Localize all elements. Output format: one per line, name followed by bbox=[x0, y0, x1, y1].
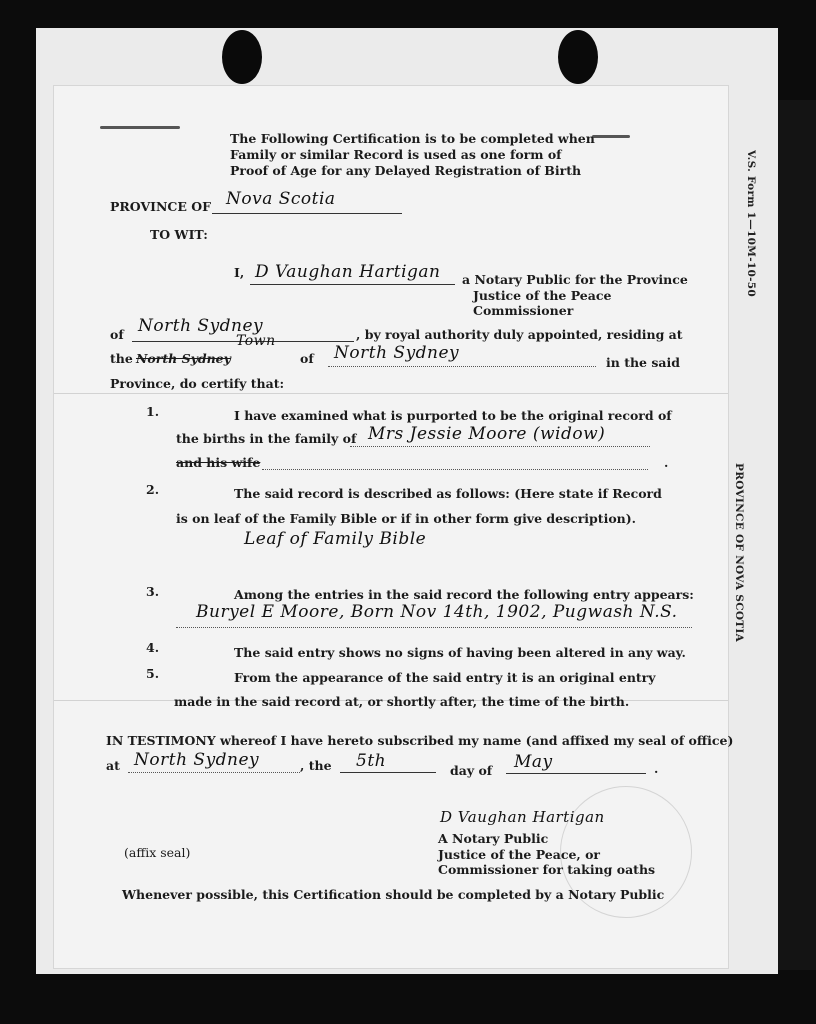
at-dotted-line bbox=[128, 772, 300, 773]
at-value: North Sydney bbox=[134, 750, 260, 770]
header-line: The Following Certification is to be completed when bbox=[230, 131, 595, 146]
appointed-text: , by royal authority duly appointed, residing at bbox=[356, 327, 683, 342]
header-line: Family or similar Record is used as one form of bbox=[230, 147, 562, 162]
province-underline bbox=[212, 213, 402, 214]
tape-mark bbox=[592, 135, 630, 138]
binder-hole-right bbox=[558, 30, 598, 84]
item-text: From the appearance of the said entry it is an original entry bbox=[234, 670, 656, 685]
struck-residence: North Sydney bbox=[136, 351, 231, 366]
item-text: Among the entries in the said record the following entry appears: bbox=[234, 587, 694, 602]
item-number: 1. bbox=[146, 404, 160, 419]
date-period: . bbox=[654, 761, 659, 776]
inserted-residence-type: Town bbox=[236, 333, 276, 349]
item-text: the births in the family of bbox=[176, 431, 357, 446]
role-line: a Notary Public for the Province bbox=[462, 272, 688, 287]
binder-hole-left bbox=[222, 30, 262, 84]
signer-title: A Notary Public bbox=[438, 831, 549, 846]
form-number: V.S. Form 1—10M-10-50 bbox=[745, 150, 757, 297]
to-wit-label: TO WIT: bbox=[150, 227, 208, 242]
period: . bbox=[664, 455, 669, 470]
item-text: The said entry shows no signs of having been altered in any way. bbox=[234, 645, 686, 660]
header-line: Proof of Age for any Delayed Registration of Birth bbox=[230, 163, 582, 178]
side-title: PROVINCE OF NOVA SCOTIA bbox=[733, 463, 745, 643]
certify-text: Province, do certify that: bbox=[110, 376, 285, 391]
residence-value: North Sydney bbox=[334, 343, 460, 363]
province-value: Nova Scotia bbox=[226, 189, 336, 209]
notary-name: D Vaughan Hartigan bbox=[255, 262, 441, 282]
of-label-2: of bbox=[300, 351, 314, 366]
month-value: May bbox=[514, 752, 553, 772]
item-text: I have examined what is purported to be the original record of bbox=[234, 408, 672, 423]
province-label: PROVINCE OF bbox=[110, 199, 212, 214]
family-dotted-line bbox=[350, 446, 650, 447]
record-description-value: Leaf of Family Bible bbox=[244, 529, 427, 549]
the-day-label: , the bbox=[300, 758, 332, 773]
item-text: The said record is described as follows: (Here state if Record bbox=[234, 486, 662, 501]
entry-dotted-line bbox=[176, 627, 692, 628]
family-dotted-line-2 bbox=[262, 469, 648, 470]
day-of-label: day of bbox=[450, 763, 493, 778]
day-value: 5th bbox=[356, 751, 387, 771]
residence-dotted-line bbox=[328, 366, 596, 367]
month-underline bbox=[506, 773, 646, 774]
background-strip bbox=[778, 100, 816, 970]
footer-note: Whenever possible, this Certification should be completed by a Notary Public bbox=[122, 887, 665, 902]
item-text: made in the said record at, or shortly after, the time of the birth. bbox=[174, 694, 630, 709]
signer-title: Justice of the Peace, or bbox=[438, 847, 601, 862]
signer-title: Commissioner for taking oaths bbox=[438, 862, 656, 877]
testimony-line: IN TESTIMONY whereof I have hereto subscribed my name (and affixed my seal of office) bbox=[106, 733, 734, 748]
in-the-said: in the said bbox=[606, 355, 680, 370]
item-text: is on leaf of the Family Bible or if in other form give description). bbox=[176, 511, 637, 526]
the-label: the bbox=[110, 351, 133, 366]
item-number: 5. bbox=[146, 666, 160, 681]
struck-text: and his wife bbox=[176, 455, 261, 470]
role-line: Commissioner bbox=[473, 303, 574, 318]
role-line: Justice of the Peace bbox=[473, 288, 612, 303]
tape-mark bbox=[100, 126, 180, 129]
affix-seal-label: (affix seal) bbox=[124, 845, 191, 860]
of-value: North Sydney bbox=[138, 316, 264, 336]
family-value: Mrs Jessie Moore (widow) bbox=[368, 424, 606, 444]
of-label: of bbox=[110, 327, 124, 342]
item-number: 2. bbox=[146, 482, 160, 497]
i-label: I, bbox=[234, 265, 245, 280]
day-underline bbox=[340, 772, 436, 773]
name-underline bbox=[250, 284, 455, 285]
item-number: 4. bbox=[146, 640, 160, 655]
entry-value: Buryel E Moore, Born Nov 14th, 1902, Pugwash N.S. bbox=[196, 602, 678, 622]
fold-line bbox=[54, 393, 728, 394]
item-number: 3. bbox=[146, 584, 160, 599]
at-label: at bbox=[106, 758, 120, 773]
signature: D Vaughan Hartigan bbox=[440, 808, 605, 826]
